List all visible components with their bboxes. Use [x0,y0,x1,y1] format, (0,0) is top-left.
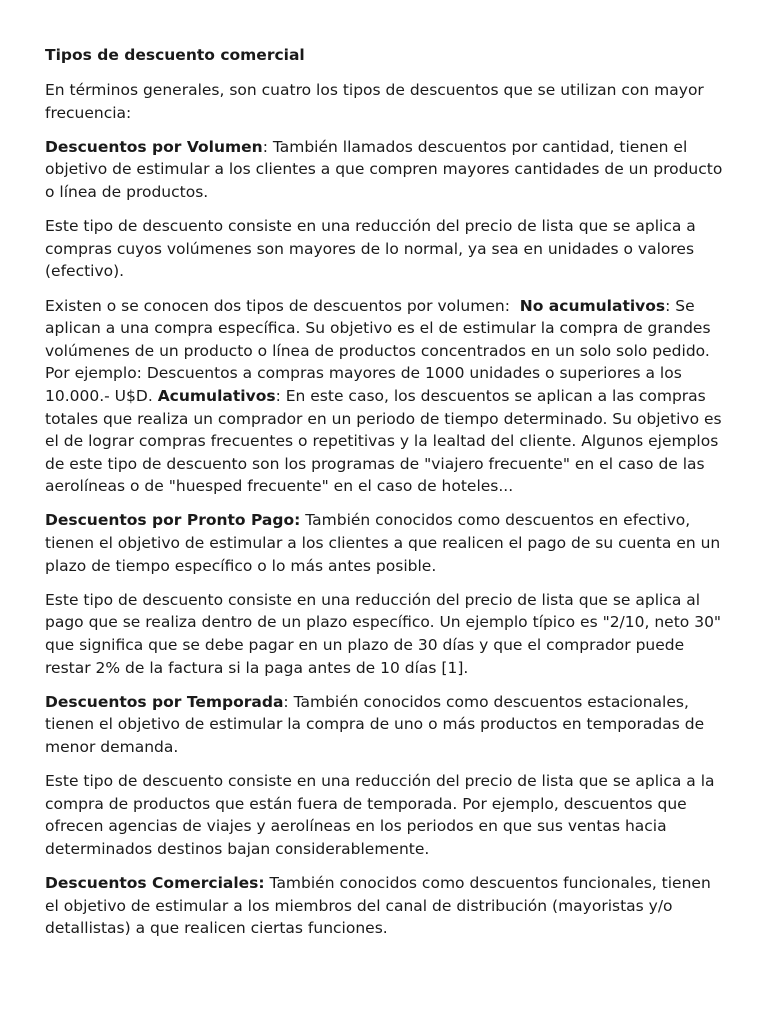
no-acumulativos-text: : Se aplican a una compra específica. Su objetivo es el de estimular la compra de grandes volúmenes de un producto o línea de productos concentrados en un solo solo pedido. Por ejemplo: Descuentos a compras mayores de 1000 unidades o superiores a los 10.000.- U$D. [45,296,711,405]
volumen-types-paragraph [45,295,724,498]
volumen-paragraph [45,136,724,204]
temporada-heading: Descuentos por Temporada [45,692,284,711]
volumen-heading: Descuentos por Volumen [45,137,263,156]
pronto-pago-text: También conocidos como descuentos en efectivo, tienen el objetivo de estimular a los clientes a que realicen el pago de su cuenta en un plazo de tiempo específico o lo más antes posible. [45,511,721,575]
acumulativos-text: : En este caso, los descuentos se aplican a las compras totales que realiza un comprador en un periodo de tiempo determinado. Su objetivo es el de lograr compras frecuentes o repetitivas y la lealtad del cliente. Algunos ejemplos de este tipo de descuento son los programas de "viajero frecuente" en el caso de las aerolíneas o de "huesped frecuente" en el caso de hoteles... [45,386,722,496]
pronto-pago-heading: Descuentos por Pronto Pago: [45,511,301,530]
pronto-pago-paragraph [45,509,724,577]
comerciales-heading: Descuentos Comerciales: [45,874,265,893]
acumulativos-heading: Acumulativos [157,386,276,405]
volumen-detail-paragraph: Este tipo de descuento consiste en una reducción del precio de lista que se aplica a compras cuyos volúmenes son mayores de lo normal, ya sea en unidades o valores (efectivo). [45,217,696,281]
pronto-pago-detail-paragraph: Este tipo de descuento consiste en una reducción del precio de lista que se aplica al pago que se realiza dentro de un plazo específico. Un ejemplo típico es "2/10, neto 30" que significa que se debe pagar en un plazo de 30 días y que el comprador puede restar 2% de la factura si la paga antes de 10 días [1]. [45,590,722,677]
intro-paragraph: En términos generales, son cuatro los tipos de descuentos que se utilizan con mayor frecuencia: [45,81,704,122]
comerciales-text: También conocidos como descuentos funcionales, tienen el objetivo de estimular a los miembros del canal de distribución (mayoristas y/o detallistas) a que realicen ciertas funciones. [45,874,711,938]
temporada-detail-paragraph: Este tipo de descuento consiste en una reducción del precio de lista que se aplica a la compra de productos que están fuera de temporada. Por ejemplo, descuentos que ofrecen agencias de viajes y aerolíneas en los periodos en que sus ventas hacia determinados destinos bajan considerablemente. [45,772,715,858]
document-title: Tipos de descuento comercial [45,46,305,64]
no-acumulativos-heading: No acumulativos [519,296,666,315]
volumen-types-intro: Existen o se conocen dos tipos de descuentos por volumen: [45,296,520,315]
temporada-text: : También conocidos como descuentos estacionales, tienen el objetivo de estimular la compra de uno o más productos en temporadas de menor demanda. [45,692,705,756]
temporada-paragraph [45,691,724,759]
comerciales-paragraph [45,872,724,940]
volumen-text: : También llamados descuentos por cantidad, tienen el objetivo de estimular a los clientes a que compren mayores cantidades de un producto o línea de productos. [45,137,723,201]
